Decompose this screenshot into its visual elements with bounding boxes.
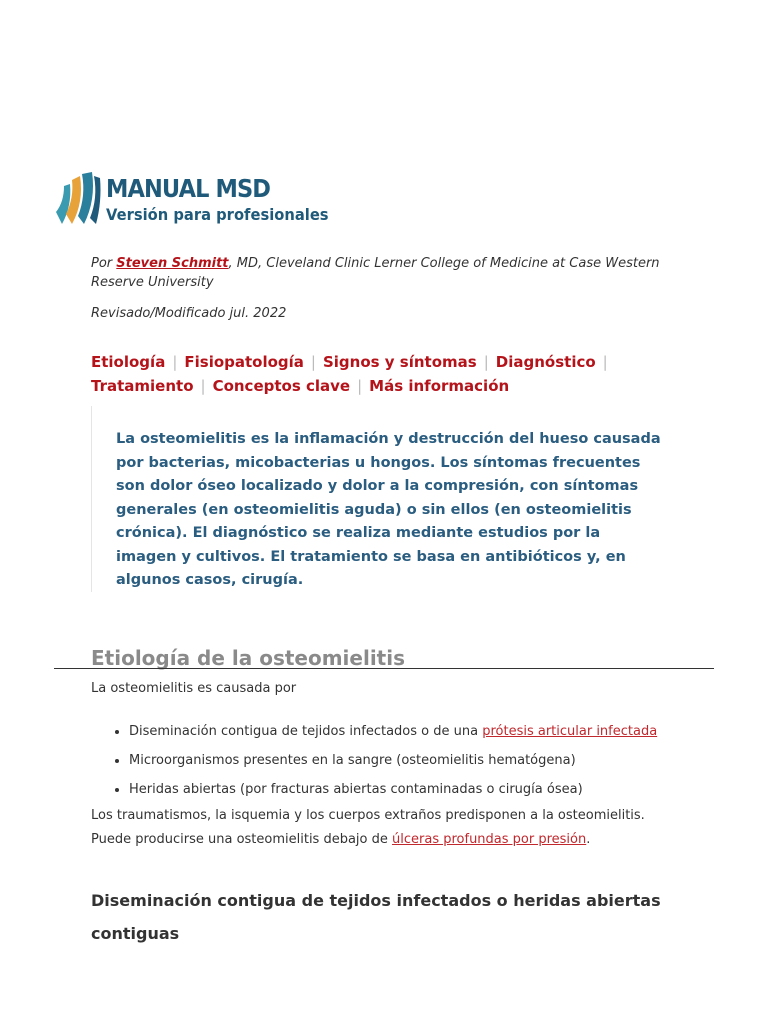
subsection-heading: Diseminación contigua de tejidos infectados o heridas abiertas contiguas	[91, 891, 661, 943]
byline-affiliation: , MD, Cleveland Clinic Lerner College of Medicine at Case Western Reserve University	[91, 256, 660, 290]
pressure-ulcers-link[interactable]: úlceras profundas por presión	[392, 832, 587, 847]
nav-separator: |	[310, 353, 316, 371]
nav-link-fisiopatologia[interactable]: Fisiopatología	[184, 353, 304, 371]
nav-link-diagnostico[interactable]: Diagnóstico	[495, 353, 596, 371]
revised-date: Revisado/Modificado jul. 2022	[91, 306, 287, 321]
section-divider	[54, 668, 714, 669]
nav-link-mas-informacion[interactable]: Más información	[369, 377, 510, 395]
msd-logo-icon	[54, 172, 102, 226]
nav-separator: |	[602, 353, 608, 371]
author-link[interactable]: Steven Schmitt	[116, 256, 229, 271]
infected-prosthesis-link[interactable]: prótesis articular infectada	[482, 724, 658, 739]
nav-separator: |	[200, 377, 206, 395]
paragraph-text: Los traumatismos, la isquemia y los cuerpos extraños predisponen a la osteomielitis. Puede producirse una osteomielitis debajo de	[91, 808, 645, 847]
byline	[91, 254, 671, 292]
site-logo[interactable]	[54, 172, 348, 226]
nav-link-etiologia[interactable]: Etiología	[91, 353, 166, 371]
nav-link-signos-sintomas[interactable]: Signos y síntomas	[322, 353, 477, 371]
nav-link-tratamiento[interactable]: Tratamiento	[91, 377, 194, 395]
list-item-text: Microorganismos presentes en la sangre (osteomielitis hematógena)	[129, 753, 576, 768]
nav-separator: |	[172, 353, 178, 371]
list-item-text: Diseminación contigua de tejidos infectados o de una	[129, 724, 483, 739]
section-heading: Etiología de la osteomielitis	[91, 645, 406, 670]
predisposing-paragraph	[91, 804, 671, 852]
logo-subtitle: Versión para profesionales	[106, 205, 329, 224]
list-item	[129, 717, 657, 746]
paragraph-end: .	[586, 832, 591, 847]
section-intro: La osteomielitis es causada por	[91, 681, 297, 696]
list-item-text: Heridas abiertas (por fracturas abiertas contaminadas o cirugía ósea)	[129, 782, 583, 797]
nav-link-conceptos-clave[interactable]: Conceptos clave	[212, 377, 351, 395]
byline-prefix: Por	[91, 256, 117, 271]
topic-summary: La osteomielitis es la inflamación y destrucción del hueso causada por bacterias, micobacterias u hongos. Los síntomas frecuentes son dolor óseo localizado y dolor a la compresión, con síntomas generales (en osteomielitis aguda) o sin ellos (en osteomielitis crónica). El diagnóstico se realiza mediante estudios por la imagen y cultivos. El tratamiento se basa en antibióticos y, en algunos casos, cirugía.	[91, 406, 661, 592]
nav-separator: |	[357, 377, 363, 395]
logo-title: MANUAL MSD	[106, 174, 271, 203]
causes-list	[91, 717, 657, 804]
list-item	[129, 775, 657, 804]
list-item	[129, 746, 657, 775]
section-nav	[91, 350, 691, 398]
nav-separator: |	[483, 353, 489, 371]
